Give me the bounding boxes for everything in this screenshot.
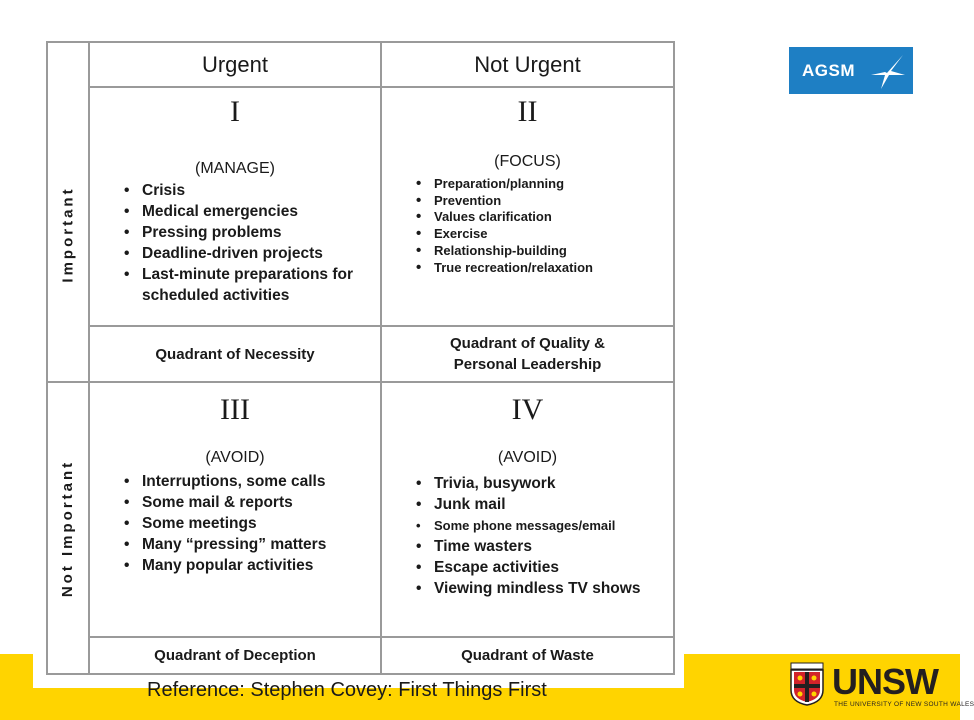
unsw-logo-subtext: THE UNIVERSITY OF NEW SOUTH WALES [834, 701, 974, 708]
list-item: • Values clarification [414, 209, 669, 226]
quadrant-subtitle: (AVOID) [205, 449, 265, 466]
list-item: • Exercise [414, 226, 669, 243]
quadrant-numeral: II [517, 95, 538, 128]
quadrant-name: Quadrant of Waste [461, 647, 594, 664]
quadrant-1 [90, 88, 380, 325]
quadrant-item-list [414, 176, 669, 276]
list-item: • Last-minute preparations for scheduled activities [122, 264, 372, 306]
list-item: • Pressing problems [122, 222, 372, 243]
column-header-urgent: Urgent [201, 52, 269, 77]
row-label-not-important: Not Important [59, 459, 77, 597]
quadrant-name-line: Personal Leadership [453, 356, 602, 373]
quadrant-numeral: III [220, 393, 250, 426]
quadrant-numeral: IV [511, 393, 544, 426]
list-item: • Time wasters [414, 536, 664, 557]
list-item: • Escape activities [414, 557, 664, 578]
row-label-important: Important [59, 185, 77, 283]
list-item: • Junk mail [414, 494, 664, 515]
list-item: • Preparation/planning [414, 176, 669, 193]
agsm-logo [789, 47, 913, 94]
quadrant-2-name-cell [382, 327, 673, 381]
list-item: • Crisis [122, 180, 372, 201]
quadrant-name-line: Quadrant of Quality & [449, 335, 605, 352]
quadrant-1-name-cell [90, 327, 380, 381]
list-item: • Deadline-driven projects [122, 243, 372, 264]
list-item: • Prevention [414, 193, 669, 210]
reference-text: Reference: Stephen Covey: First Things First [147, 679, 547, 701]
unsw-crest-icon [790, 662, 824, 706]
list-item: • Many popular activities [122, 555, 377, 576]
quadrant-2 [382, 88, 673, 325]
time-management-matrix [46, 41, 675, 675]
quadrant-subtitle: (FOCUS) [494, 153, 561, 170]
quadrant-item-list [122, 180, 372, 306]
quadrant-subtitle: (AVOID) [497, 449, 558, 466]
quadrant-item-list [122, 471, 377, 576]
quadrant-numeral: I [230, 95, 240, 128]
list-item: • Interruptions, some calls [122, 471, 377, 492]
quadrant-4 [382, 383, 673, 636]
list-item: • Many “pressing” matters [122, 534, 377, 555]
list-item: • Some mail & reports [122, 492, 377, 513]
list-item: • Some phone messages/email [414, 515, 664, 536]
list-item: • True recreation/relaxation [414, 260, 669, 277]
list-item: • Trivia, busywork [414, 473, 664, 494]
quadrant-name: Quadrant of Necessity [155, 346, 315, 363]
column-header-not-urgent: Not Urgent [474, 52, 581, 77]
quadrant-name: Quadrant of Deception [154, 647, 316, 664]
list-item: • Viewing mindless TV shows [414, 578, 664, 599]
list-item: • Medical emergencies [122, 201, 372, 222]
quadrant-4-name-cell [382, 638, 673, 673]
quadrant-subtitle: (MANAGE) [195, 160, 275, 177]
agsm-logo-text: AGSM [802, 61, 855, 80]
quadrant-3-name-cell [90, 638, 380, 673]
unsw-logo-text: UNSW [832, 661, 938, 702]
star-icon [867, 51, 907, 91]
quadrant-item-list [414, 473, 664, 599]
list-item: • Some meetings [122, 513, 377, 534]
list-item: • Relationship-building [414, 243, 669, 260]
quadrant-name [382, 333, 673, 375]
quadrant-3 [90, 383, 380, 636]
